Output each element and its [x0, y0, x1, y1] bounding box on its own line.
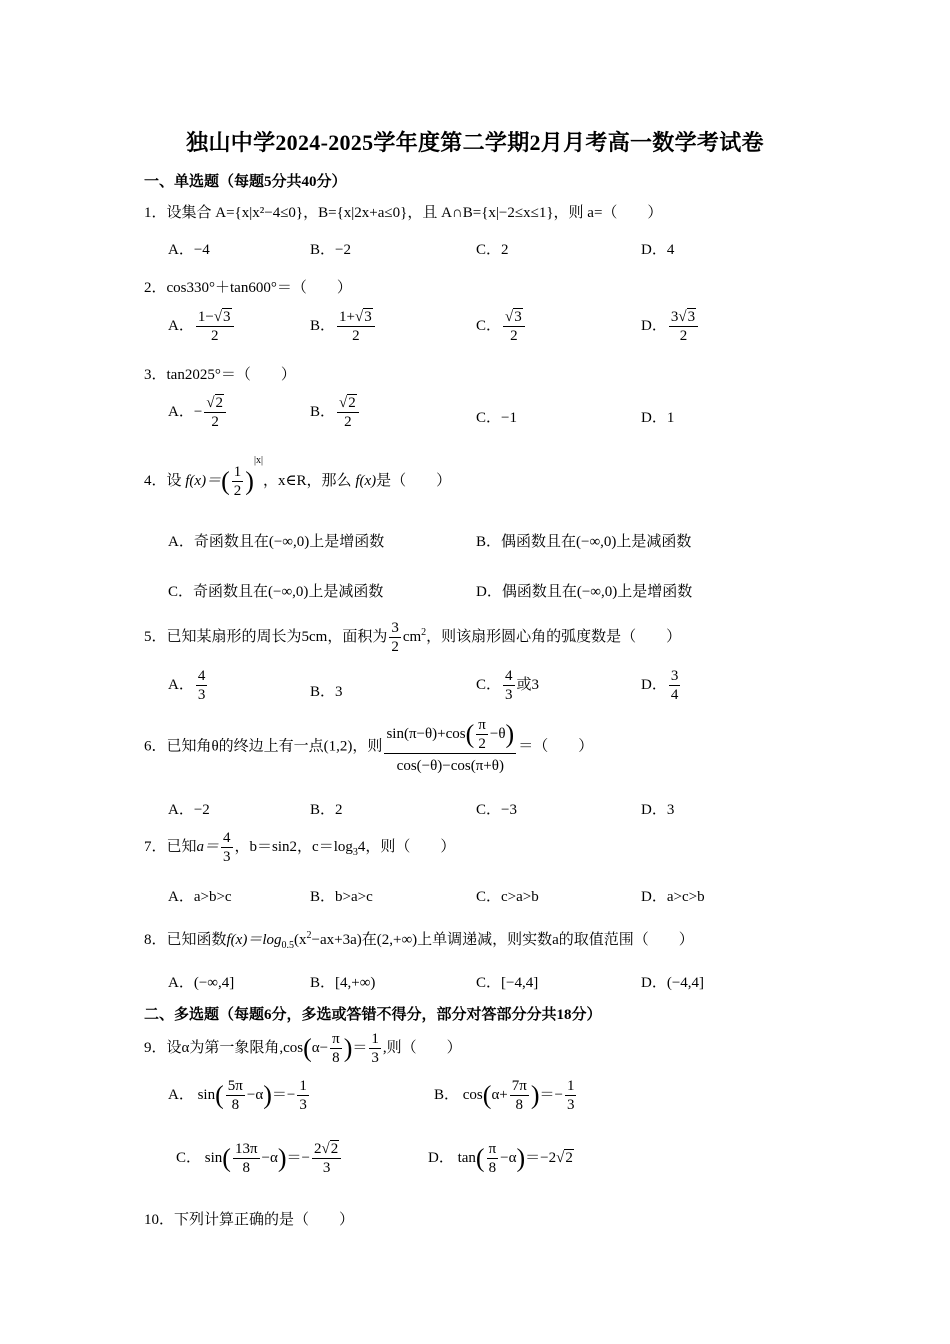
section-multiple-choice: 二、多选题（每题6分，多选或答错不得分，部分对答部分分共18分）: [144, 1007, 602, 1023]
q9-option-b: B． cos(α+ $\frac{7\pi}{8}$ )＝− $\frac{1}{3}$: [434, 1078, 575, 1113]
question-3: 3．tan2025°＝（ ）: [144, 367, 296, 383]
question-9: 9．设α为第一象限角,cos(α− $\frac{\pi}{8}$ )＝ $\frac{1}{3}$ ,则（ ）: [144, 1031, 462, 1066]
q9-option-d: D． tan( $\frac{\pi}{8}$ −α)＝−2√2: [428, 1141, 573, 1176]
q8-option-d: D．(−4,4]: [641, 975, 705, 991]
question-8: 8．已知函数$f(x)=\log_{0.5}(x^2-ax+3a)$在(2,+∞)上单调递减，则实数a的取值范围（ ）: [144, 930, 694, 951]
q5-option-b: B．3: [310, 684, 343, 700]
q6-option-d: D．3: [641, 802, 675, 818]
q4-option-b: B．偶函数且在(−∞,0)上是减函数: [476, 534, 692, 550]
q7-option-d: D．a>c>b: [641, 889, 705, 905]
q2-option-b: B． $\frac{1+√3}{2}$: [310, 308, 377, 345]
q6-option-a: A．−2: [168, 802, 210, 818]
q3-option-d: D．1: [641, 410, 675, 426]
q3-option-a: A．− $\frac{√2}{2}$: [168, 394, 228, 431]
q6-option-b: B．2: [310, 802, 343, 818]
q9-option-c: C． sin( $\frac{13\pi}{8}$ −α)＝− $\frac{2√2}{3}$: [176, 1140, 343, 1177]
exam-title: 独山中学2024-2025学年度第二学期2月月考高一数学考试卷: [186, 130, 764, 155]
q5-option-a: A． $\frac{4}{3}$: [168, 668, 206, 703]
q4-option-d: D．偶函数且在(−∞,0)上是增函数: [476, 584, 693, 600]
q7-option-b: B．b>a>c: [310, 889, 373, 905]
question-10: 10．下列计算正确的是（ ）: [144, 1212, 355, 1228]
q6-option-c: C．−3: [476, 802, 517, 818]
question-1: [144, 201, 662, 222]
q5-option-d: D． $\frac{3}{4}$: [641, 668, 679, 703]
q4-option-a: A．奇函数且在(−∞,0)上是增函数: [168, 534, 385, 550]
q8-option-c: C．[−4,4]: [476, 975, 539, 991]
section-single-choice: 一、单选题（每题5分共40分）: [144, 174, 347, 190]
q1-option-c: C．2: [476, 242, 509, 258]
q1-option-a: A．−4: [168, 242, 210, 258]
q5-option-c: C． $\frac{4}{3}$ 或3: [476, 668, 540, 703]
q3-option-c: C．−1: [476, 410, 517, 426]
q2-option-c: C． $\frac{√3}{2}$: [476, 308, 527, 345]
q7-option-a: A．a>b>c: [168, 889, 232, 905]
question-5: 5．已知某扇形的周长为5cm，面积为 $\frac{3}{2}$ $cm^2$，则该扇形圆心角的弧度数是（ ）: [144, 620, 682, 655]
q9-option-a: A． sin( $\frac{5\pi}{8}$ −α)＝− $\frac{1}{3}$: [168, 1078, 307, 1113]
q8-option-b: B．[4,+∞): [310, 975, 376, 991]
q2-option-d: D． $\frac{3√3}{2}$: [641, 308, 700, 345]
q7-option-c: C．c>a>b: [476, 889, 539, 905]
q2-option-a: A． $\frac{1-√3}{2}$: [168, 308, 236, 345]
q3-option-b: B． $\frac{√2}{2}$: [310, 394, 361, 431]
question-4: 4．设 f(x)＝( $\frac{1}{2}$ )$^{|x|}$，x∈R，那么 f(x)是（ ）: [144, 455, 452, 500]
question-7: 7．已知a＝ $\frac{4}{3}$ ，b＝sin2，$c=\log_34$，则（ ）: [144, 830, 456, 865]
q8-option-a: A．(−∞,4]: [168, 975, 235, 991]
q1-option-d: D．4: [641, 242, 675, 258]
question-6: 6．已知角θ的终边上有一点(1,2)，则 sin(π−θ)+cos( $\frac{\pi}{2}$ −θ) cos(−θ)−cos(π+θ) ＝（ ）: [144, 717, 594, 774]
q4-option-c: C．奇函数且在(−∞,0)上是减函数: [168, 584, 384, 600]
q1-option-b: B．−2: [310, 242, 351, 258]
q1-stem: 1．设集合 A={x|x²−4≤0}，B={x|2x+a≤0}，且 A∩B={x|−2≤x≤1}，则 a=（ ）: [144, 205, 663, 221]
question-2: 2．cos330°＋tan600°＝（ ）: [144, 280, 352, 296]
